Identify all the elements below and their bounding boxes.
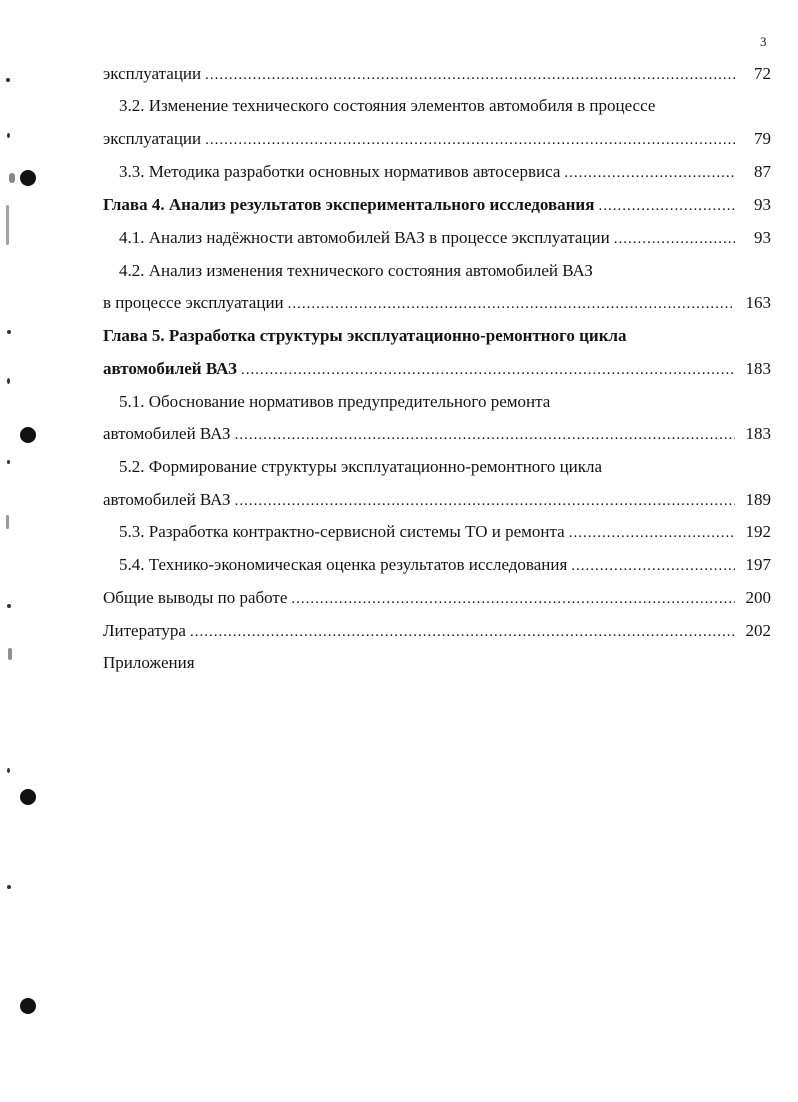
toc-entry bbox=[103, 125, 771, 153]
scan-speck bbox=[7, 330, 11, 334]
toc-entry-page: 93 bbox=[754, 228, 771, 247]
toc-entry bbox=[103, 289, 771, 317]
toc-entry-title: автомобилей ВАЗ bbox=[103, 490, 231, 509]
binder-hole bbox=[20, 427, 36, 443]
toc-entry-title: эксплуатации bbox=[103, 129, 202, 148]
scan-speck bbox=[7, 885, 11, 889]
toc-entry-title: Приложения bbox=[103, 653, 195, 672]
scan-speck bbox=[7, 604, 11, 608]
toc-entry-title: 5.2. Формирование структуры эксплуатационно-ремонтного цикла bbox=[119, 457, 603, 476]
toc-leader-dots bbox=[235, 421, 735, 449]
toc-entry bbox=[103, 584, 771, 612]
toc-entry bbox=[103, 486, 771, 514]
scan-speck bbox=[7, 378, 10, 384]
toc-leader-dots bbox=[569, 519, 735, 547]
toc-entry-title: 5.4. Технико-экономическая оценка результатов исследования bbox=[119, 555, 568, 574]
scan-speck bbox=[7, 133, 10, 138]
toc-entry-page: 72 bbox=[754, 64, 771, 83]
toc-leader-dots bbox=[235, 487, 735, 515]
toc-entry-title: Общие выводы по работе bbox=[103, 588, 288, 607]
scan-speck bbox=[6, 205, 9, 245]
binder-hole bbox=[20, 789, 36, 805]
toc-entry-title: Литература bbox=[103, 621, 186, 640]
toc-entry-title: автомобилей ВАЗ bbox=[103, 424, 231, 443]
toc-entry-page: 197 bbox=[745, 555, 771, 574]
scan-speck bbox=[6, 78, 10, 82]
toc-chapter-entry bbox=[103, 191, 771, 219]
toc-entry-title: в процессе эксплуатации bbox=[103, 293, 284, 312]
toc-entry-title: автомобилей ВАЗ bbox=[103, 359, 237, 378]
toc-entry bbox=[119, 453, 771, 481]
scan-speck bbox=[9, 173, 15, 183]
toc-entry-page: 200 bbox=[745, 588, 771, 607]
toc-entry-page: 189 bbox=[745, 490, 771, 509]
toc-entry-page: 202 bbox=[745, 621, 771, 640]
toc-entry-title: 5.1. Обоснование нормативов предупредительного ремонта bbox=[119, 392, 551, 411]
toc-entry-page: 192 bbox=[745, 522, 771, 541]
toc-leader-dots bbox=[614, 225, 735, 253]
toc-entry bbox=[103, 420, 771, 448]
page-number: 3 bbox=[760, 34, 767, 49]
toc-entry-page: 183 bbox=[745, 359, 771, 378]
toc-entry-page: 87 bbox=[754, 162, 771, 181]
toc-entry bbox=[103, 649, 771, 677]
toc-entry bbox=[119, 388, 771, 416]
toc-leader-dots bbox=[190, 618, 735, 646]
toc-entry-title: эксплуатации bbox=[103, 64, 202, 83]
toc-leader-dots bbox=[564, 159, 735, 187]
toc-entry bbox=[119, 551, 771, 579]
binder-hole bbox=[20, 998, 36, 1014]
toc-entry bbox=[119, 257, 771, 285]
toc-entry-title: 3.3. Методика разработки основных нормативов автосервиса bbox=[119, 162, 561, 181]
toc-entry-title: 3.2. Изменение технического состояния элементов автомобиля в процессе bbox=[119, 96, 656, 115]
toc-leader-dots bbox=[598, 192, 735, 220]
toc-entry-page: 93 bbox=[754, 195, 771, 214]
toc-entry bbox=[103, 617, 771, 645]
toc-entry-page: 79 bbox=[754, 129, 771, 148]
toc-chapter-entry bbox=[103, 355, 771, 383]
toc-leader-dots bbox=[571, 552, 735, 580]
toc-leader-dots bbox=[205, 61, 735, 89]
toc-leader-dots bbox=[205, 126, 735, 154]
toc-entry-page: 183 bbox=[745, 424, 771, 443]
scan-speck bbox=[7, 460, 10, 464]
toc-leader-dots bbox=[241, 356, 735, 384]
toc-entry-title: 4.2. Анализ изменения технического состояния автомобилей ВАЗ bbox=[119, 261, 593, 280]
toc-leader-dots bbox=[288, 290, 735, 318]
binder-hole bbox=[20, 170, 36, 186]
scan-speck bbox=[6, 515, 9, 529]
toc-entry-title: 4.1. Анализ надёжности автомобилей ВАЗ в процессе эксплуатации bbox=[119, 228, 610, 247]
toc-entry bbox=[119, 518, 771, 546]
toc-entry-page: 163 bbox=[745, 293, 771, 312]
toc-entry bbox=[103, 60, 771, 88]
toc-entry bbox=[119, 158, 771, 186]
toc-leader-dots bbox=[291, 585, 735, 613]
scan-speck bbox=[8, 648, 12, 660]
scan-speck bbox=[7, 768, 10, 773]
toc-entry-title: 5.3. Разработка контрактно-сервисной системы ТО и ремонта bbox=[119, 522, 565, 541]
toc-entry bbox=[119, 92, 771, 120]
toc-entry-title: Глава 4. Анализ результатов экспериментального исследования bbox=[103, 195, 595, 214]
toc-entry bbox=[119, 224, 771, 252]
toc-chapter-entry bbox=[103, 322, 771, 350]
toc-entry-title: Глава 5. Разработка структуры эксплуатационно-ремонтного цикла bbox=[103, 326, 627, 345]
